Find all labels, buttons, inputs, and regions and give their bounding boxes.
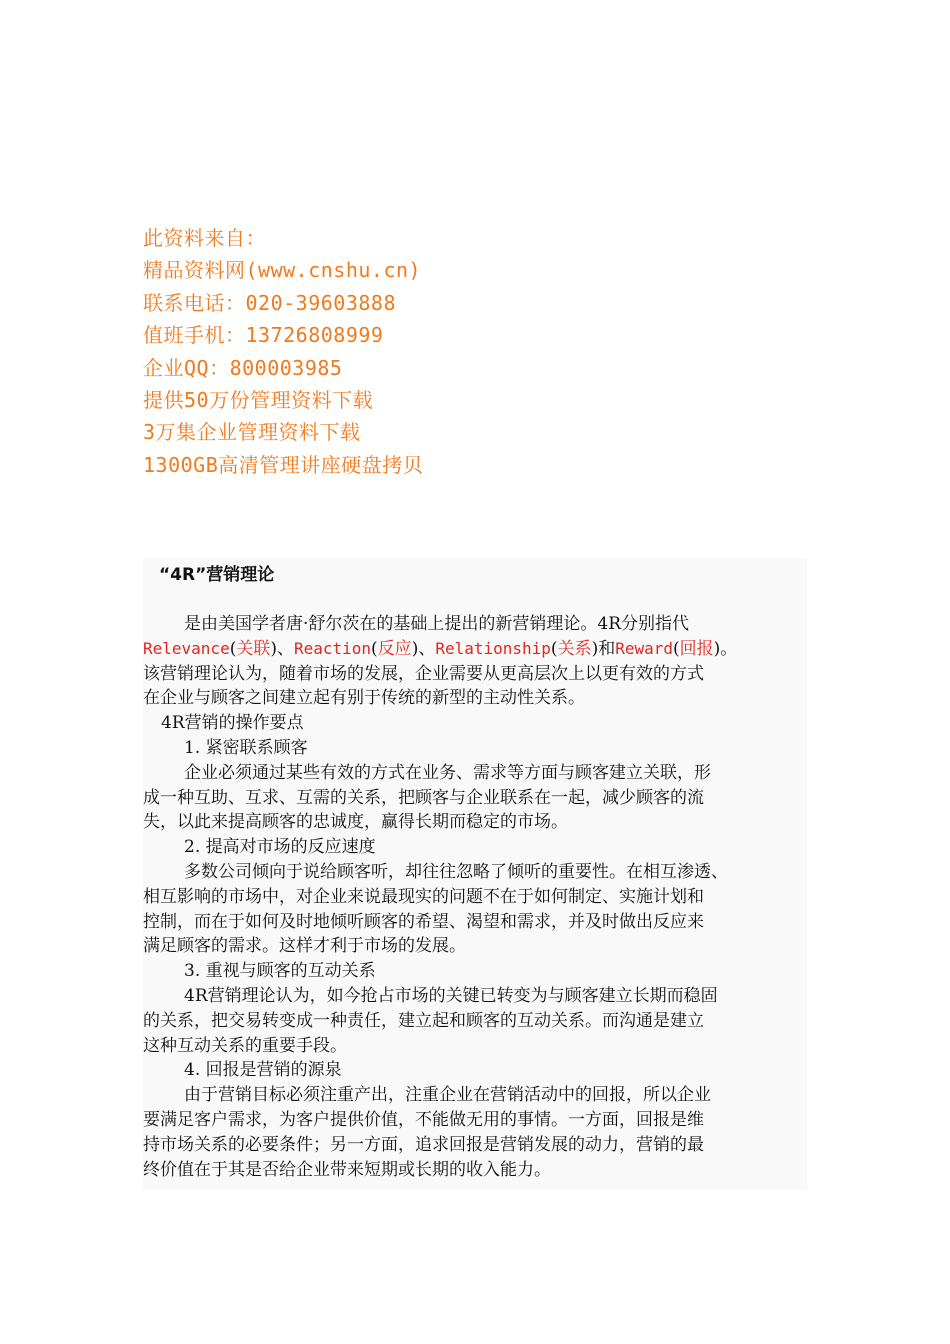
section-3-line-1: 4R营销理论认为，如今抢占市场的关键已转变为与顾客建立长期而稳固 (184, 985, 718, 1006)
term-reaction-cn: 反应 (377, 638, 412, 659)
separator: 、 (418, 638, 436, 659)
promo-phone: 联系电话：020-39603888 (143, 290, 396, 315)
intro-line-1: 是由美国学者唐·舒尔茨在的基础上提出的新营销理论。4R分别指代 (184, 614, 690, 634)
section-4-heading: 4. 回报是营销的源泉 (184, 1060, 342, 1081)
section-1-line-1: 企业必须通过某些有效的方式在业务、需求等方面与顾客建立关联，形 (184, 762, 711, 783)
term-reward-cn: 回报 (679, 638, 714, 659)
promo-block (143, 222, 643, 481)
section-4-line-4: 终价值在于其是否给企业带来短期或长期的收入能力。 (143, 1159, 551, 1180)
term-relationship-cn: 关系 (557, 638, 592, 659)
section-2-line-1: 多数公司倾向于说给顾客听，却往往忽略了倾听的重要性。在相互渗透、 (184, 861, 728, 882)
separator: 、 (276, 638, 294, 659)
section-4-line-3: 持市场关系的必要条件；另一方面，追求回报是营销发展的动力，营销的最 (143, 1134, 704, 1155)
title-spacer (143, 588, 807, 612)
section-3-heading: 3. 重视与顾客的互动关系 (184, 961, 376, 982)
term-reward: Reward (615, 638, 673, 658)
section-2-line-3: 控制，而在于如何及时地倾听顾客的希望、渴望和需求，并及时做出反应来 (143, 911, 704, 932)
promo-offer-2: 3万集企业管理资料下载 (143, 420, 361, 445)
promo-website: 精品资料网(www.cnshu.cn) (143, 258, 422, 283)
conjunction: 和 (598, 638, 616, 659)
article-title: “4R”营销理论 (159, 565, 275, 585)
term-reaction: Reaction (293, 638, 372, 658)
section-2-line-2: 相互影响的市场中，对企业来说最现实的问题不在于如何制定、实施计划和 (143, 886, 704, 907)
promo-offer-3: 1300GB高清管理讲座硬盘拷贝 (143, 452, 424, 477)
section-1-heading: 1. 紧密联系顾客 (184, 737, 308, 758)
intro-line-2: Relevance(关联)、Reaction(反应)、Relationship(关系)和Reward(回报)。 (143, 638, 738, 659)
promo-source-label: 此资料来自： (143, 226, 266, 250)
promo-offer-1: 提供50万份管理资料下载 (143, 387, 374, 412)
section-2-line-4: 满足顾客的需求。这样才利于市场的发展。 (143, 936, 466, 957)
points-heading: 4R营销的操作要点 (161, 713, 304, 734)
section-2-heading: 2. 提高对市场的反应速度 (184, 837, 376, 858)
section-3-line-2: 的关系，把交易转变成一种责任，建立起和顾客的互动关系。而沟通是建立 (143, 1010, 704, 1031)
section-4-line-2: 要满足客户需求，为客户提供价值，不能做无用的事情。一方面，回报是维 (143, 1109, 704, 1130)
section-1-line-3: 失，以此来提高顾客的忠诚度，赢得长期而稳定的市场。 (143, 812, 568, 833)
period: 。 (720, 638, 738, 659)
promo-qq: 企业QQ：800003985 (143, 355, 343, 380)
term-relationship: Relationship (435, 638, 551, 658)
section-1-line-2: 成一种互助、互求、互需的关系，把顾客与企业联系在一起，减少顾客的流 (143, 787, 704, 808)
article-body (143, 558, 807, 1190)
promo-mobile: 值班手机：13726808999 (143, 323, 384, 348)
term-relevance: Relevance (143, 638, 230, 658)
intro-line-4: 在企业与顾客之间建立起有别于传统的新型的主动性关系。 (143, 688, 585, 709)
section-4-line-1: 由于营销目标必须注重产出，注重企业在营销活动中的回报，所以企业 (184, 1085, 711, 1106)
term-relevance-cn: 关联 (236, 638, 271, 659)
intro-line-3: 该营销理论认为，随着市场的发展，企业需要从更高层次上以更有效的方式 (143, 663, 704, 684)
section-3-line-3: 这种互动关系的重要手段。 (143, 1035, 347, 1056)
